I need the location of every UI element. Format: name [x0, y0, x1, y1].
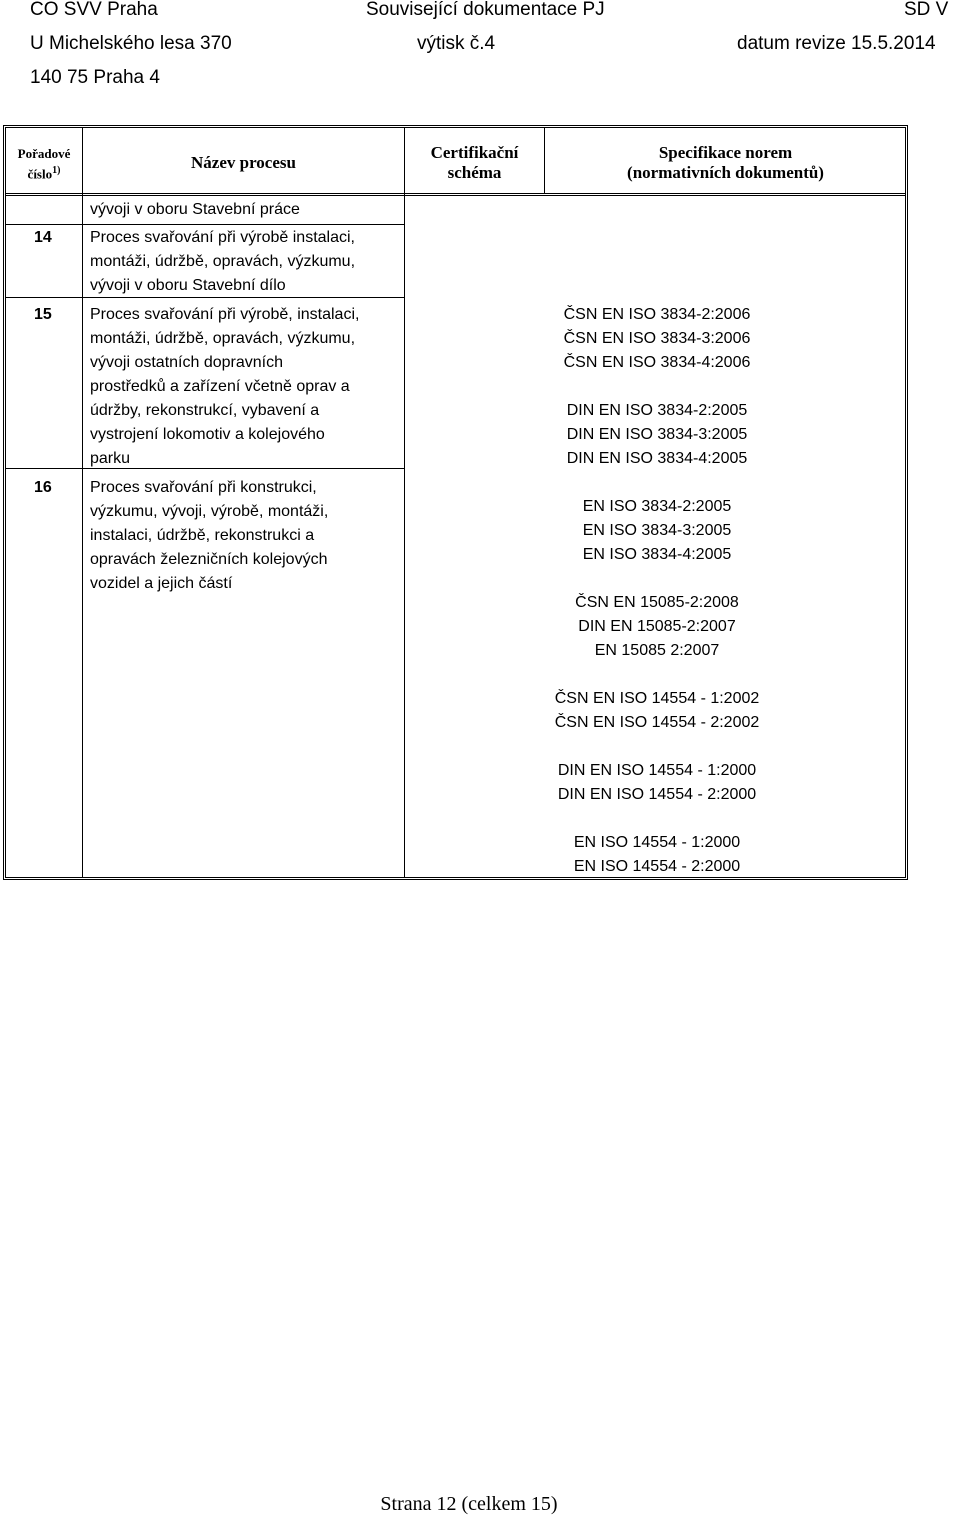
- norm-item: DIN EN ISO 14554 - 1:2000: [557, 762, 757, 779]
- process-line: Proces svařování při výrobě, instalaci,: [90, 306, 360, 323]
- norm-spacer: [407, 663, 907, 687]
- norm-item: EN ISO 14554 - 1:2000: [573, 834, 741, 851]
- col-cert-line1: Certifikační: [430, 143, 519, 162]
- norm-item: DIN EN ISO 3834-2:2005: [566, 402, 748, 419]
- norm-item: EN ISO 3834-3:2005: [582, 522, 732, 539]
- process-line: parku: [90, 450, 131, 467]
- row-divider: [6, 224, 404, 225]
- col-cert-line2: schéma: [447, 163, 502, 182]
- process-line: opravách železničních kolejových: [90, 551, 328, 568]
- norm-item: ČSN EN ISO 14554 - 2:2002: [554, 714, 760, 731]
- col-spec-line2: (normativních dokumentů): [627, 163, 824, 182]
- revision-date: datum revize 15.5.2014: [737, 33, 936, 54]
- org-name: CO SVV Praha: [30, 0, 158, 20]
- process-line: instalaci, údržbě, rekonstrukci a: [90, 527, 315, 544]
- col-divider: [82, 128, 83, 877]
- process-line: Proces svařování při konstrukci,: [90, 479, 317, 496]
- col-order-word: číslo: [27, 166, 53, 182]
- process-line: montáži, údržbě, opravách, výzkumu,: [90, 330, 356, 347]
- process-line: vystrojení lokomotiv a kolejového: [90, 426, 325, 443]
- process-line: montáži, údržbě, opravách, výzkumu,: [90, 253, 356, 270]
- process-line: Proces svařování při výrobě instalaci,: [90, 229, 355, 246]
- process-line: údržby, rekonstrukcí, vybavení a: [90, 402, 320, 419]
- header-divider: [6, 193, 905, 196]
- process-line: prostředků a zařízení včetně oprav a: [90, 378, 350, 395]
- norm-spacer: [407, 471, 907, 495]
- process-line: vývoji ostatních dopravních: [90, 354, 283, 371]
- process-line: výzkumu, vývoji, výrobě, montáži,: [90, 503, 329, 520]
- col-spec-line1: Specifikace norem: [658, 143, 793, 162]
- process-name: [90, 303, 359, 471]
- norm-item: EN ISO 3834-2:2005: [582, 498, 732, 515]
- norm-spacer: [407, 375, 907, 399]
- address-line-1: U Michelského lesa 370: [30, 33, 232, 54]
- address-line-2: 140 75 Praha 4: [30, 67, 160, 88]
- col-order-header: [6, 145, 82, 182]
- norm-item: ČSN EN ISO 3834-3:2006: [563, 330, 751, 347]
- norm-spacer: [407, 567, 907, 591]
- norm-item: EN ISO 3834-4:2005: [582, 546, 732, 563]
- col-name-header: Název procesu: [191, 153, 296, 172]
- process-name: [90, 476, 328, 596]
- norm-item: DIN EN 15085-2:2007: [578, 618, 736, 635]
- norm-item: ČSN EN ISO 14554 - 1:2002: [554, 690, 760, 707]
- print-number: výtisk č.4: [417, 33, 496, 54]
- row-number: 16: [34, 479, 52, 496]
- norm-item: ČSN EN ISO 3834-4:2006: [563, 354, 751, 371]
- document-title: Související dokumentace PJ: [366, 0, 605, 20]
- process-table: [3, 125, 908, 880]
- process-name: [90, 226, 355, 298]
- norm-spacer: [407, 807, 907, 831]
- norm-item: ČSN EN ISO 3834-2:2006: [563, 306, 751, 323]
- norm-item: DIN EN ISO 14554 - 2:2000: [557, 786, 757, 803]
- col-divider: [404, 128, 405, 877]
- col-order-line2: [6, 162, 82, 182]
- continuation-text: vývoji v oboru Stavební práce: [90, 201, 300, 218]
- row-number: 15: [34, 306, 52, 323]
- col-cert-header: [405, 143, 544, 183]
- footnote-mark: 1): [52, 165, 61, 176]
- col-order-line1: Pořadové: [17, 146, 71, 161]
- norm-item: EN ISO 14554 - 2:2000: [573, 858, 741, 875]
- norm-item: EN 15085 2:2007: [594, 642, 720, 659]
- norm-item: ČSN EN 15085-2:2008: [575, 594, 739, 611]
- col-spec-header: [545, 143, 906, 183]
- page-number: Strana 12 (celkem 15): [380, 1493, 558, 1515]
- norms-list: [407, 303, 907, 879]
- norm-item: DIN EN ISO 3834-4:2005: [566, 450, 748, 467]
- document-code: SD V: [904, 0, 949, 20]
- norm-spacer: [407, 735, 907, 759]
- process-line: vozidel a jejich částí: [90, 575, 233, 592]
- norm-item: DIN EN ISO 3834-3:2005: [566, 426, 748, 443]
- row-number: 14: [34, 229, 52, 246]
- process-line: vývoji v oboru Stavební dílo: [90, 277, 286, 294]
